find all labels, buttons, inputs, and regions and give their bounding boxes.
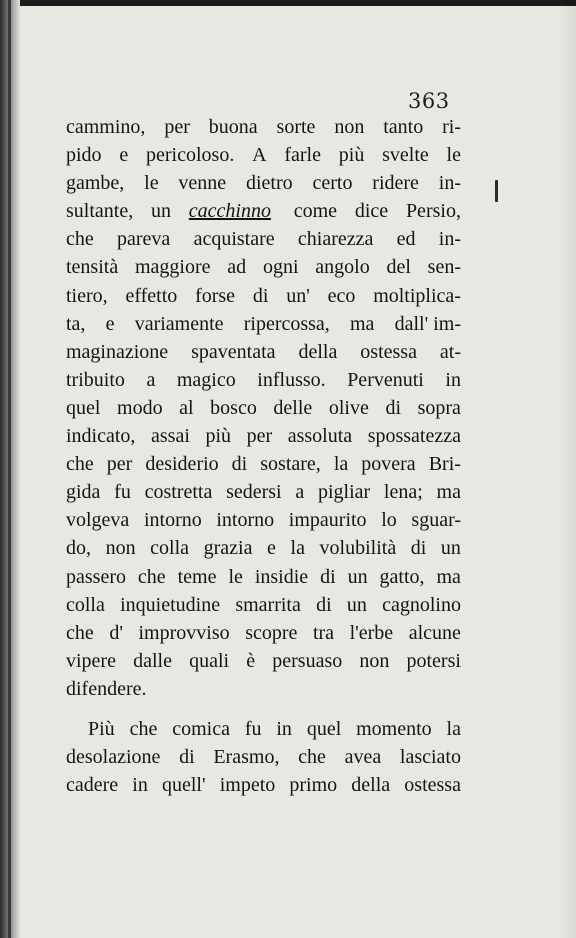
word: tribuito: [66, 368, 125, 391]
word: gatto,: [379, 565, 425, 588]
word: Bri-: [428, 453, 461, 476]
text-line: [66, 715, 461, 743]
word: in: [132, 774, 148, 797]
margin-mark: [495, 180, 498, 202]
text-line: [66, 619, 461, 647]
word: ri-: [442, 116, 461, 138]
word: do,: [66, 537, 91, 560]
paragraph: [66, 715, 461, 799]
word: cadere: [66, 774, 119, 797]
text-line: [66, 282, 461, 310]
word: d': [109, 621, 123, 644]
word: ed: [396, 228, 416, 251]
word: comica: [172, 717, 230, 740]
word: sguar-: [411, 509, 461, 532]
text-line: [66, 366, 461, 394]
word: impeto: [219, 774, 276, 797]
word: desolazione: [66, 746, 161, 769]
word: fu: [244, 717, 262, 740]
word: sorte: [276, 116, 316, 138]
word: momento: [356, 717, 432, 740]
word: della: [351, 774, 391, 797]
paragraph-gap: [66, 703, 461, 715]
word: costretta: [144, 481, 213, 504]
word: un: [347, 565, 368, 588]
word: colla: [150, 537, 190, 560]
word: di: [410, 537, 427, 560]
word: le: [228, 565, 243, 588]
word: dall' im-: [394, 312, 461, 335]
word: teme: [177, 565, 217, 588]
word: che: [129, 717, 158, 740]
word: che: [66, 621, 94, 644]
word: Persio,: [405, 200, 461, 223]
text-line: [66, 141, 461, 169]
word: quell': [161, 774, 206, 797]
word: quel: [66, 396, 101, 419]
word: un: [440, 537, 461, 560]
word: spaventata: [191, 340, 276, 363]
word: sultante,: [66, 200, 134, 223]
word: variamente: [134, 312, 224, 335]
word: un': [286, 284, 310, 307]
word: ripercossa,: [243, 312, 330, 335]
word: Pervenuti: [347, 368, 424, 391]
word: di: [231, 453, 248, 476]
word: e: [267, 537, 276, 560]
word: smarrita: [235, 593, 301, 616]
word: per: [106, 453, 133, 476]
word: cacchinno: [188, 200, 271, 223]
word: tra: [312, 621, 335, 644]
page-top-edge: [0, 0, 576, 6]
word: assai: [151, 425, 190, 448]
word: tensità: [66, 256, 119, 279]
word: non: [334, 116, 365, 138]
word: farle: [284, 144, 321, 167]
word: dietro: [246, 172, 293, 195]
word: ostessa: [404, 774, 461, 797]
text-line: [66, 225, 461, 253]
word: sedersi: [226, 481, 282, 504]
word: volgeva: [66, 509, 130, 532]
text-line: [66, 647, 461, 675]
word: per: [246, 425, 273, 448]
word: e: [119, 144, 129, 167]
word: ma: [436, 565, 461, 588]
spine-line: [8, 0, 11, 938]
word: non: [105, 537, 136, 560]
word: in: [276, 717, 292, 740]
word: gambe,: [66, 172, 125, 195]
word: gida: [66, 481, 101, 504]
word: effetto: [125, 284, 178, 307]
word: sostare,: [260, 453, 321, 476]
text-line: [66, 450, 461, 478]
word: di: [179, 746, 195, 769]
word: pido: [66, 144, 102, 167]
text-line: [66, 169, 461, 197]
word: potersi: [406, 649, 461, 672]
word: eco: [327, 284, 356, 307]
word: della: [298, 340, 338, 363]
word: quali: [189, 649, 230, 672]
word: in-: [438, 172, 461, 195]
word: la: [446, 717, 461, 740]
word: assoluta: [287, 425, 353, 448]
word: chiarezza: [297, 228, 374, 251]
word: ma: [350, 312, 375, 335]
text-line: [66, 422, 461, 450]
word: l'erbe: [349, 621, 394, 644]
word: sen-: [427, 256, 461, 279]
text-line: [66, 310, 461, 338]
word: cammino,: [66, 116, 146, 138]
word: colla: [66, 593, 105, 616]
word: inquietudine: [120, 593, 221, 616]
word: delle: [273, 396, 313, 419]
word: Erasmo,: [213, 746, 280, 769]
word: difendere.: [66, 677, 147, 700]
word: lo: [381, 509, 397, 532]
word: buona: [208, 116, 258, 138]
word: in-: [438, 228, 461, 251]
word: ostessa: [360, 340, 417, 363]
text-line: [66, 394, 461, 422]
word: che: [137, 565, 166, 588]
word: sopra: [417, 396, 461, 419]
word: del: [386, 256, 411, 279]
word: svelte: [382, 144, 429, 167]
word: più: [205, 425, 232, 448]
word: di: [316, 593, 332, 616]
body-text: [66, 113, 461, 799]
word: tanto: [383, 116, 424, 138]
word: passero: [66, 565, 126, 588]
word: alcune: [408, 621, 461, 644]
page-right-shade: [560, 0, 576, 938]
word: tiero,: [66, 284, 108, 307]
text-line: [66, 563, 461, 591]
word: le: [446, 144, 461, 167]
text-line: [66, 113, 461, 141]
word: ta,: [66, 312, 86, 335]
word: magico: [176, 368, 236, 391]
text-line: [66, 534, 461, 562]
word: povera: [361, 453, 416, 476]
word: dalle: [133, 649, 172, 672]
word: venne: [178, 172, 227, 195]
word: olive: [328, 396, 369, 419]
word: la: [333, 453, 349, 476]
word: Più: [88, 717, 115, 740]
word: forse: [195, 284, 236, 307]
word: a: [295, 481, 305, 504]
word: come: [288, 200, 338, 223]
word: indicato,: [66, 425, 136, 448]
word: cagnolino: [382, 593, 461, 616]
text-line: [66, 506, 461, 534]
word: in: [445, 368, 461, 391]
word: ma: [436, 481, 461, 504]
word: pericoloso.: [146, 144, 235, 167]
word: vipere: [66, 649, 116, 672]
paragraph: [66, 113, 461, 703]
word: maggiore: [134, 256, 211, 279]
word: desiderio: [145, 453, 219, 476]
text-line: [66, 771, 461, 799]
word: certo: [312, 172, 353, 195]
word: modo: [117, 396, 163, 419]
word: spossatezza: [367, 425, 461, 448]
word: moltiplica-: [373, 284, 461, 307]
word: per: [164, 116, 190, 138]
word: la: [290, 537, 305, 560]
word: improvviso: [138, 621, 230, 644]
text-line: [66, 743, 461, 771]
word: impaurito: [288, 509, 367, 532]
word: che: [66, 228, 94, 251]
word: A: [252, 144, 267, 167]
word: maginazione: [66, 340, 169, 363]
word: al: [179, 396, 194, 419]
page-number: 363: [408, 89, 450, 113]
text-line: [66, 591, 461, 619]
word: acquistare: [193, 228, 275, 251]
word: scopre: [245, 621, 298, 644]
word: ridere: [372, 172, 419, 195]
word: pigliar: [317, 481, 371, 504]
word: e: [105, 312, 115, 335]
word: più: [338, 144, 365, 167]
word: volubilità: [319, 537, 397, 560]
word: avea: [344, 746, 382, 769]
word: fu: [114, 481, 131, 504]
text-line: [66, 253, 461, 281]
word: che: [298, 746, 326, 769]
word: intorno: [216, 509, 275, 532]
word: lasciato: [399, 746, 461, 769]
word: di: [385, 396, 402, 419]
word: a: [146, 368, 156, 391]
word: bosco: [210, 396, 257, 419]
word: ad: [227, 256, 247, 279]
text-line: [66, 197, 461, 225]
word: quel: [306, 717, 342, 740]
word: insidie: [254, 565, 309, 588]
text-line: [66, 338, 461, 366]
word: di: [252, 284, 269, 307]
text-line: [66, 478, 461, 506]
word: persuaso: [272, 649, 343, 672]
word: pareva: [117, 228, 171, 251]
word: un: [346, 593, 367, 616]
text-line: [66, 675, 461, 703]
word: non: [359, 649, 390, 672]
word: le: [144, 172, 159, 195]
word: dice: [354, 200, 389, 223]
word: intorno: [143, 509, 202, 532]
word: lena;: [383, 481, 423, 504]
word: di: [320, 565, 336, 588]
word: un: [151, 200, 171, 223]
word: che: [66, 453, 94, 476]
word: grazia: [203, 537, 253, 560]
word: ogni: [262, 256, 299, 279]
word: è: [246, 649, 256, 672]
word: angolo: [315, 256, 370, 279]
word: influsso.: [257, 368, 326, 391]
word: at-: [439, 340, 461, 363]
word: primo: [289, 774, 338, 797]
